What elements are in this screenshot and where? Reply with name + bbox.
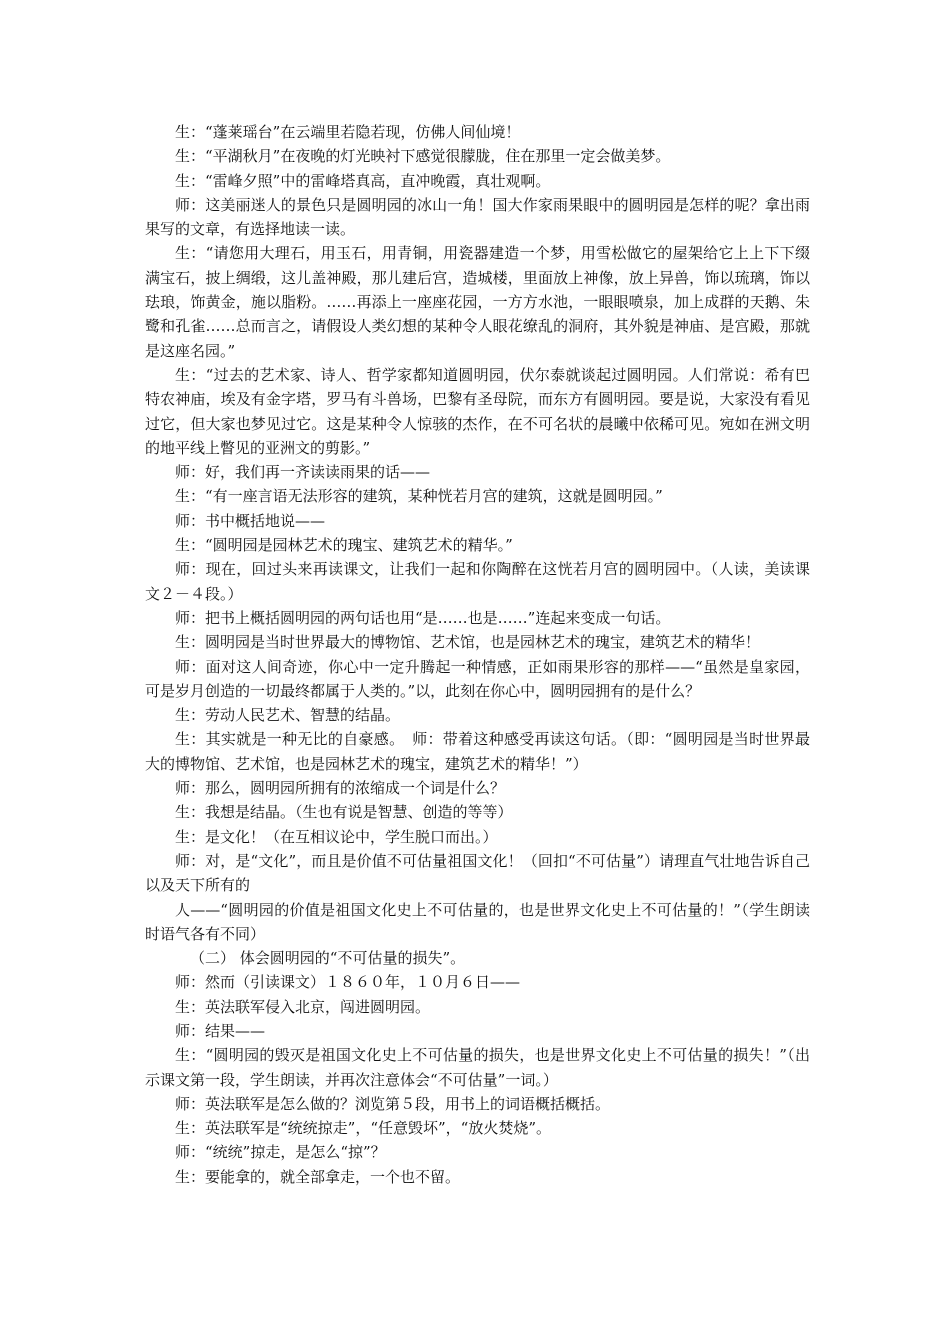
paragraph: 师：这美丽迷人的景色只是圆明园的冰山一角！国大作家雨果眼中的圆明园是怎样的呢？拿出雨果写的文章，有选择地读一读。 — [145, 195, 810, 239]
paragraph: 人——“圆明园的价值是祖国文化史上不可估量的，也是世界文化史上不可估量的！”（学生朗读时语气各有不同） — [145, 900, 810, 943]
paragraph: 生：英法联军是“统统掠走”，“任意毁坏”，“放火焚烧”。 — [175, 1119, 552, 1138]
paragraph: 师：英法联军是怎么做的？浏览第５段，用书上的词语概括概括。 — [175, 1094, 611, 1113]
section-heading: （二） 体会圆明园的“不可估量的损失”。 — [190, 949, 466, 968]
paragraph: 师：结果—— — [175, 1021, 266, 1040]
paragraph: 师：好，我们再一齐读读雨果的话—— — [175, 463, 431, 482]
paragraph: 生：“过去的艺术家、诗人、哲学家都知道圆明园，伏尔泰就谈起过圆明园。人们常说：希有巴特农神庙，埃及有金字塔，罗马有斗兽场，巴黎有圣母院，而东方有圆明园。要是说，大家没有看见过它，但大家也梦见过它。这是某种令人惊骇的杰作，在不可名状的晨曦中依稀可见。宛如在洲文明的地平线上瞥见的亚洲文的剪影。” — [145, 365, 810, 457]
paragraph: 师：对，是“文化”，而且是价值不可估量祖国文化！（回扣“不可估量”）请理直气壮地告诉自己以及天下所有的 — [145, 851, 810, 895]
paragraph: 师：书中概括地说—— — [175, 511, 326, 530]
paragraph: 师：“统统”掠走，是怎么“掠”？ — [175, 1143, 386, 1162]
paragraph: 生：“请您用大理石，用玉石，用青铜，用瓷器建造一个梦，用雪松做它的屋架给它上上下下缀满宝石，披上绸缎，这儿盖神殿，那儿建后宫，造城楼，里面放上神像，放上异兽，饰以琉璃，饰以珐琅，饰黄金，施以脂粉。……再添上一座座花园，一方方水池，一眼眼喷泉，加上成群的天鹅、朱鹭和孔雀……总而言之，请假设人类幻想的某种令人眼花缭乱的洞府，其外貌是神庙、是宫殿，那就是这座名园。” — [145, 244, 810, 360]
paragraph: 生：是文化！（在互相议论中，学生脱口而出。） — [175, 827, 498, 846]
paragraph: 生：劳动人民艺术、智慧的结晶。 — [175, 706, 401, 725]
paragraph: 生：“平湖秋月”在夜晚的灯光映衬下感觉很朦胧，住在那里一定会做美梦。 — [175, 147, 671, 166]
paragraph: 师：那么，圆明园所拥有的浓缩成一个词是什么？ — [175, 779, 506, 798]
paragraph: 生：“雷峰夕照”中的雷峰塔真高，直冲晚霞，真壮观啊。 — [175, 171, 551, 190]
paragraph: 生：“圆明园的毁灭是祖国文化史上不可估量的损失，也是世界文化史上不可估量的损失！”（出示课文第一段，学生朗读，并再次注意体会“不可估量”一词。） — [145, 1046, 810, 1089]
paragraph: 生：我想是结晶。（生也有说是智慧、创造的等等） — [175, 803, 513, 822]
paragraph: 生：“蓬莱瑶台”在云端里若隐若现，仿佛人间仙境！ — [175, 123, 521, 141]
paragraph: 师：然而（引读课文）１８６０年，１０月６日—— — [175, 973, 521, 992]
paragraph: 生：圆明园是当时世界最大的博物馆、艺术馆，也是园林艺术的瑰宝，建筑艺术的精华！ — [175, 633, 761, 652]
paragraph: 师：面对这人间奇迹，你心中一定升腾起一种情感，正如雨果形容的那样——“虽然是皇家园，可是岁月创造的一切最终都属于人类的。”以，此刻在你心中，圆明园拥有的是什么？ — [145, 657, 810, 700]
document-body — [145, 120, 810, 1189]
paragraph: 生：其实就是一种无比的自豪感。 师：带着这种感受再读这句话。（即：“圆明园是当时世界最大的博物馆、艺术馆，也是园林艺术的瑰宝，建筑艺术的精华！”） — [145, 730, 810, 773]
paragraph: 师：现在，回过头来再读课文，让我们一起和你陶醉在这恍若月宫的圆明园中。（人读，美读课文２－４段。） — [145, 560, 810, 603]
paragraph: 师：把书上概括圆明园的两句话也用“是……也是……”连起来变成一句话。 — [175, 608, 671, 627]
paragraph: 生：要能拿的，就全部拿走，一个也不留。 — [175, 1167, 461, 1186]
paragraph: 生：“圆明园是园林艺术的瑰宝、建筑艺术的精华。” — [175, 536, 513, 555]
paragraph: 生：“有一座言语无法形容的建筑，某种恍若月宫的建筑，这就是圆明园。” — [175, 487, 663, 506]
paragraph: 生：英法联军侵入北京，闯进圆明园。 — [175, 997, 431, 1016]
